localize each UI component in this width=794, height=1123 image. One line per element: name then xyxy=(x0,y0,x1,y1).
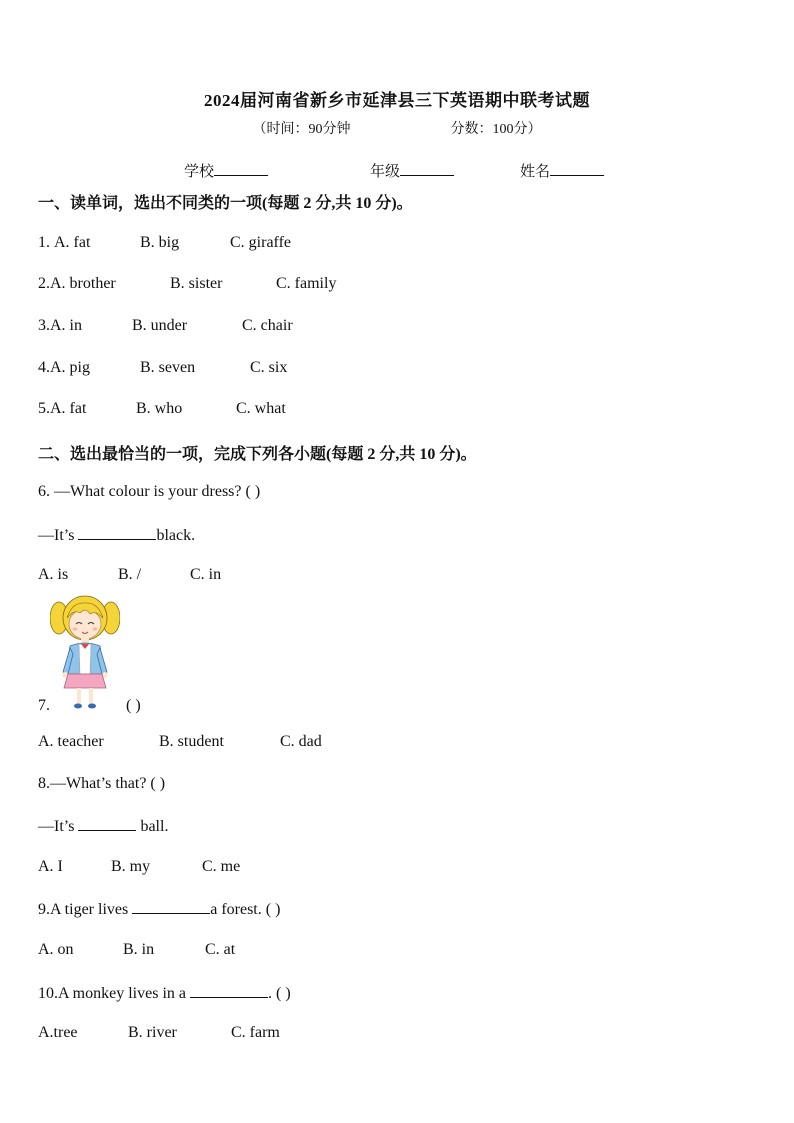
q6-option-c: C. in xyxy=(190,566,222,583)
q4-option-a: A. pig xyxy=(50,359,90,376)
q7-number: 7. xyxy=(38,697,50,714)
q7-option-a: A. teacher xyxy=(38,733,104,750)
q10-option-a: A.tree xyxy=(38,1024,78,1041)
girl-illustration xyxy=(50,594,120,712)
q3-option-a: A. in xyxy=(50,317,82,334)
q6-options xyxy=(38,566,221,584)
time-text: （时间：90分钟 xyxy=(252,122,351,137)
question-2 xyxy=(38,275,336,293)
q5-number: 5. xyxy=(38,400,50,417)
page-title: 2024届河南省新乡市延津县三下英语期中联考试题 xyxy=(204,91,590,110)
q2-option-b: B. sister xyxy=(170,275,223,292)
q8-options xyxy=(38,858,240,876)
name-label: 姓名 xyxy=(520,164,551,180)
q3-number: 3. xyxy=(38,317,50,334)
school-field xyxy=(184,160,268,181)
q8-option-c: C. me xyxy=(202,858,241,875)
q10-option-c: C. farm xyxy=(231,1024,280,1041)
q6-blank xyxy=(78,525,156,540)
name-blank xyxy=(550,161,604,176)
q9-question xyxy=(38,899,280,919)
q8-answer-suffix: ball. xyxy=(136,818,169,835)
q6-answer xyxy=(38,525,195,545)
question-3 xyxy=(38,317,293,335)
q8-question: 8.—What’s that? ( ) xyxy=(38,775,166,792)
section2-heading: 二、选出最恰当的一项，完成下列各小题(每题 2 分,共 10 分)。 xyxy=(38,446,477,463)
q10-options xyxy=(38,1024,280,1042)
q9-suffix: a forest. ( ) xyxy=(210,901,281,918)
q10-option-b: B. river xyxy=(128,1024,177,1041)
q10-suffix: . ( ) xyxy=(267,985,291,1002)
q8-answer-prefix: —It’s xyxy=(38,818,79,835)
q9-option-b: B. in xyxy=(123,941,155,958)
q7-paren: ( ) xyxy=(126,697,141,714)
exam-subtitle xyxy=(0,118,794,138)
school-label: 学校 xyxy=(184,164,215,180)
q7-options xyxy=(38,733,322,751)
q10-question xyxy=(38,983,291,1003)
q4-number: 4. xyxy=(38,359,50,376)
q2-number: 2. xyxy=(38,275,50,292)
q10-prefix: 10.A monkey lives in a xyxy=(38,985,190,1002)
q8-answer xyxy=(38,816,168,836)
q6-option-a: A. is xyxy=(38,566,69,583)
question-1 xyxy=(38,234,291,252)
q1-option-c: C. giraffe xyxy=(230,234,292,251)
question-4 xyxy=(38,359,287,377)
q7-option-c: C. dad xyxy=(280,733,322,750)
grade-blank xyxy=(400,161,454,176)
q1-number: 1. xyxy=(38,234,54,251)
section1-heading: 一、读单词，选出不同类的一项(每题 2 分,共 10 分)。 xyxy=(38,195,413,212)
q1-option-a: A. fat xyxy=(54,234,91,251)
q6-option-b: B. / xyxy=(118,566,142,583)
q9-option-a: A. on xyxy=(38,941,74,958)
q4-option-c: C. six xyxy=(250,359,288,376)
question-5 xyxy=(38,400,286,418)
q6-question: 6. —What colour is your dress? ( ) xyxy=(38,483,261,500)
q5-option-a: A. fat xyxy=(50,400,87,417)
q9-blank xyxy=(132,899,210,914)
q8-option-b: B. my xyxy=(111,858,151,875)
q1-option-b: B. big xyxy=(140,234,180,251)
q6-answer-suffix: black. xyxy=(156,527,196,544)
q3-option-c: C. chair xyxy=(242,317,293,334)
q8-option-a: A. I xyxy=(38,858,63,875)
q3-option-b: B. under xyxy=(132,317,188,334)
q2-option-a: A. brother xyxy=(50,275,116,292)
q9-option-c: C. at xyxy=(205,941,236,958)
score-text: 分数：100分） xyxy=(450,122,542,137)
q7-option-b: B. student xyxy=(159,733,224,750)
grade-field xyxy=(370,160,454,181)
q8-blank xyxy=(78,816,136,831)
q10-blank xyxy=(190,983,268,998)
q6-answer-prefix: —It’s xyxy=(38,527,79,544)
grade-label: 年级 xyxy=(370,164,401,180)
q5-option-b: B. who xyxy=(136,400,183,417)
q9-prefix: 9.A tiger lives xyxy=(38,901,133,918)
q4-option-b: B. seven xyxy=(140,359,196,376)
q2-option-c: C. family xyxy=(276,275,337,292)
name-field xyxy=(520,160,604,181)
school-blank xyxy=(214,161,268,176)
q5-option-c: C. what xyxy=(236,400,286,417)
q9-options xyxy=(38,941,235,959)
